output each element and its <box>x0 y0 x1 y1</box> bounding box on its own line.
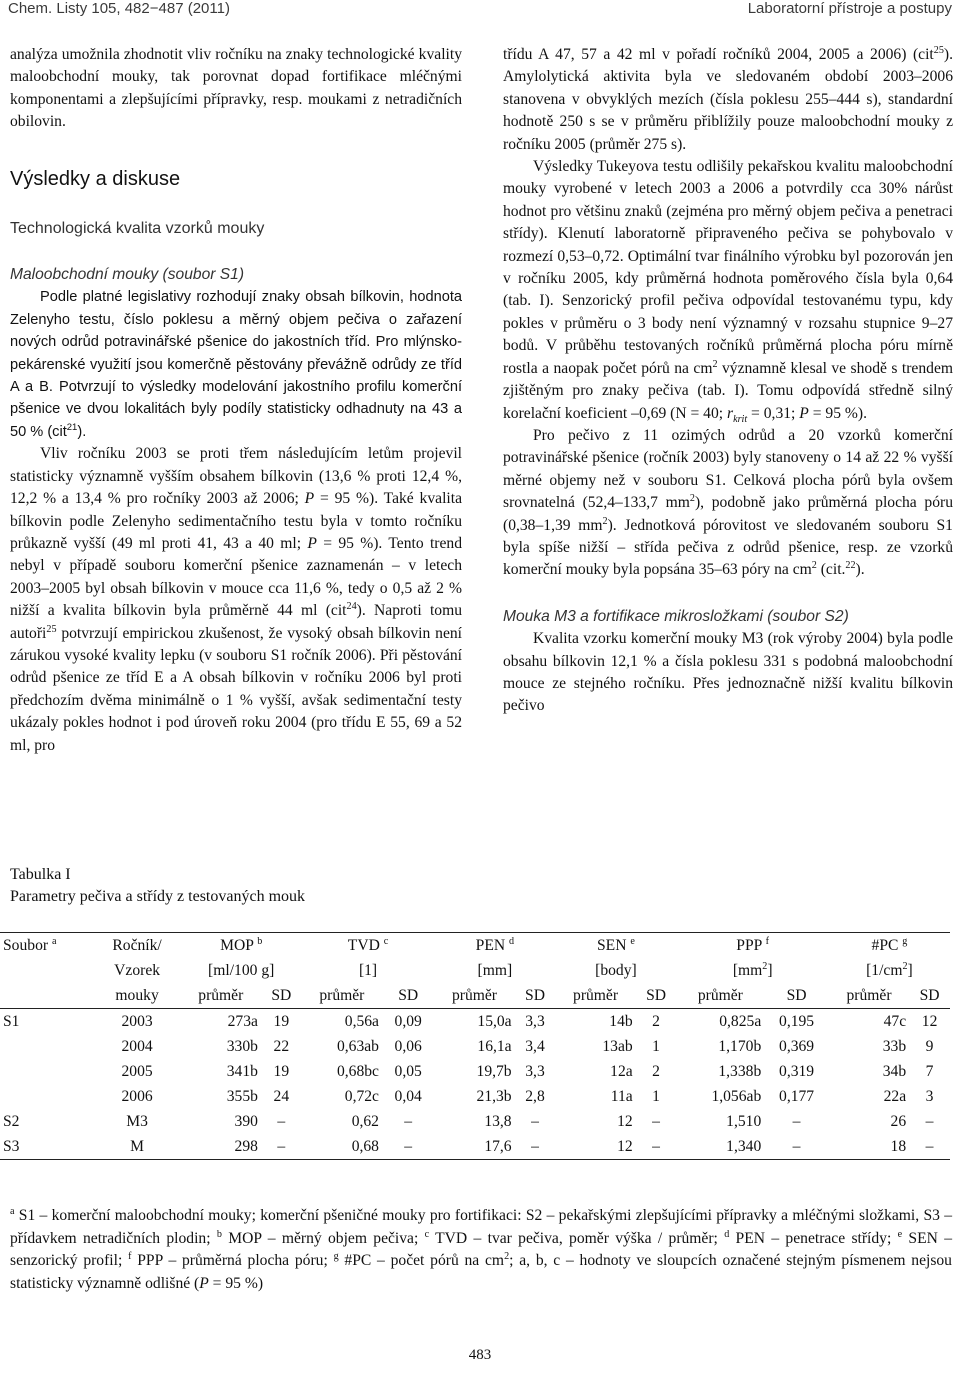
paragraph-year-effect: Vliv ročníku 2003 se proti třem následujícím letům projevil statisticky významně vyšším obsahem bílkovin (13,6 % proti 12,4 %, 12,2 % a 13,4 % pro ročníky 2003 až 2006; P = 95 %). Také kvalita bílkovin podle Zelenyho sedimentačního testu byla v tomto ročníku průkazně vyšší (49 ml proti 41, 43 a 40 ml; P = 95 %). Tento trend nebyl v případě souboru komerční pšenice zaznamenán – v letech 2003–2005 byl obsah bílkovin v mouce cca 11,6 %, tedy o 0,5 až 2 % nižší a kvalita bílkovin byla průměrně 44 ml (cit$^{24}$). Naproti tomu autoři$^{25}$ potvrzují empirickou zkušenost, že vysoký obsah bílkovin není zárukou vysoké kvality lepku (v souboru S1 ročník 2006). Při pěstování odrůd pšenice ze tříd E a A obsah bílkovin v ročníku 2006 byl proti předchozím dvěma minimálně o 1 % vyšší, avšak sedimentační testy ukázaly pokles hodnot i pod úroveň roku 2004 (pro třídu E 55, 69 a 52 ml, pro <box>10 445 463 754</box>
cell-value: 1,340 <box>676 1134 764 1160</box>
cell-value: 26 <box>890 1113 907 1130</box>
cell-value: – <box>382 1134 434 1160</box>
col-rocnik: Ročník/ <box>94 933 181 959</box>
cell-value: 273a <box>227 1013 258 1030</box>
cell-value: 47c <box>883 1013 907 1030</box>
cell-rocnik: 2006 <box>121 1088 153 1105</box>
cell-rocnik: 2005 <box>121 1063 153 1080</box>
cell-soubor: S2 <box>3 1113 20 1130</box>
right-column <box>503 44 953 718</box>
cell-value: 19 <box>273 1063 290 1080</box>
cell-value: 0,04 <box>394 1088 422 1105</box>
cell-value: 0,369 <box>779 1038 815 1055</box>
table-header-row <box>0 933 950 959</box>
table-row <box>0 1034 950 1059</box>
table-number: Tabulka I <box>10 866 71 883</box>
cell-value: 11a <box>610 1088 633 1105</box>
cell-value: 355b <box>226 1088 258 1105</box>
cell-rocnik: M3 <box>126 1113 148 1130</box>
col-tvd: TVD $^c$ <box>302 933 435 959</box>
cell-value: 21,3b <box>476 1088 512 1105</box>
cell-value: 0,825a <box>719 1013 762 1030</box>
table-row <box>0 1009 950 1035</box>
cell-value: – <box>261 1134 302 1160</box>
cell-value: 3,3 <box>525 1013 545 1030</box>
cell-value: 18 <box>829 1134 909 1160</box>
cell-value: 12 <box>617 1113 633 1130</box>
cell-value: 12 <box>921 1013 938 1030</box>
cell-value: 0,195 <box>779 1013 815 1030</box>
cell-value: – <box>652 1113 660 1130</box>
table-units-row: Vzorek [ml/100 g] [1] [mm] [body] $[mm^2]$ $[1/cm^2]$ <box>114 960 913 979</box>
col-pc: #PC $^g$ <box>829 933 950 959</box>
table-title: Parametry pečiva a střídy z testovaných mouk <box>10 888 306 905</box>
paragraph-legislation: Podle platné legislativy rozhodují znaky obsah bílkovin, hodnota Zelenyho testu, číslo poklesu a měrný objem pečiva o zařazení nových odrůd potravinářské pšenice do jakostních tříd. Pro mlýnsko-pekárenské využití jsou komerčně pěstovány převážně odrůdy ze tříd A a B. Potvrzují to výsledky modelování jakostního profilu komerční pšenice ve dvou lokalitách byly podíly statisticky odhadnuty na 43 a 50 % (cit$^{21}$). <box>10 289 462 440</box>
cell-value: – <box>515 1134 556 1160</box>
col-pen: PEN $^d$ <box>434 933 555 959</box>
cell-value: 1 <box>652 1088 660 1105</box>
cell-value: 16,1a <box>477 1038 512 1055</box>
intro-paragraph: analýza umožnila zhodnotit vliv ročníku na znaky technologické kvality maloobchodní mouky, tak porovnat dopad fortifikace mléčnými komponentami a zlepšujícími přípravky, resp. moukami z netradičních obilovin. <box>10 46 462 131</box>
cell-value: 33b <box>882 1038 907 1055</box>
table-row <box>0 1109 950 1134</box>
paragraph-m3: Kvalita vzorku komerční mouky M3 (rok výroby 2004) byla podle obsahu bílkovin 12,1 % a čísla poklesu 331 s podobná maloobchodní mouce ze stejného ročníku. Přes jednoznačně nižší kvalitu bílkovin pečivo <box>503 630 953 715</box>
cell-value: 0,72c <box>344 1088 379 1105</box>
cell-value: 0,56a <box>344 1013 379 1030</box>
cell-value: 17,6 <box>434 1134 514 1160</box>
cell-value: – <box>909 1134 950 1160</box>
section-title: Laboratorní přístroje a postupy <box>747 0 952 17</box>
cell-value: 1,510 <box>726 1113 762 1130</box>
heading-results: Výsledky a diskuse <box>10 167 181 190</box>
table-stats-row: mouky průměr SD průměr SD průměr SD průměr SD průměr SD průměr SD <box>0 983 950 1009</box>
cell-value: 12 <box>555 1134 635 1160</box>
cell-value: 2,8 <box>525 1088 545 1105</box>
cell-value: 330b <box>226 1038 258 1055</box>
cell-value: 15,0a <box>477 1013 512 1030</box>
table-footnote: $^a$ S1 – komerční maloobchodní mouky; komerční pšeničné mouky pro fortifikaci: S2 – pekařskými zlepšujícími přípravky a mléčnými složkami, S3 – přídavkem netradičních plodin; $^b$ MOP – měrný objem pečiva; $^c$ TVD – tvar pečiva, poměr výška / průměr; $^d$ PEN – penetrace střídy; $^e$ SEN – senzorický profil; $^f$ PPP – průměrná plocha póru; $^g$ #PC – počet pórů na $cm^2$; a, b, c – hodnoty ve sloupcích označené stejným písmenem nejsou statisticky významně odlišné (P = 95 %) <box>10 1205 952 1292</box>
cell-value: 7 <box>925 1063 934 1080</box>
cell-value: 341b <box>226 1063 258 1080</box>
cell-value: 2 <box>652 1063 660 1080</box>
cell-value: – <box>636 1134 677 1160</box>
table-row <box>0 1084 950 1109</box>
running-header <box>8 0 952 22</box>
cell-soubor <box>0 1034 94 1059</box>
cell-value: 0,09 <box>394 1013 422 1030</box>
cell-soubor <box>0 1084 94 1109</box>
cell-value: – <box>277 1113 286 1130</box>
cell-value: 1,338b <box>718 1063 762 1080</box>
cell-value: 14b <box>609 1013 633 1030</box>
cell-soubor <box>0 1059 94 1084</box>
cell-value: – <box>925 1113 934 1130</box>
cell-value: 22 <box>273 1038 290 1055</box>
cell-value: 1,056ab <box>711 1088 762 1105</box>
cell-value: 3,3 <box>525 1063 545 1080</box>
cell-value: 2 <box>652 1013 660 1030</box>
journal-citation: Chem. Listy 105, 482−487 (2011) <box>8 0 230 17</box>
table-row <box>0 1059 950 1084</box>
cell-rocnik: 2004 <box>121 1038 153 1055</box>
cell-value: – <box>764 1134 829 1160</box>
heading-m3-flour: Mouka M3 a fortifikace mikrosložkami (soubor S2) <box>503 607 849 625</box>
cell-value: – <box>404 1113 413 1130</box>
cell-value: 0,63ab <box>336 1038 379 1055</box>
cell-value: 0,319 <box>779 1063 815 1080</box>
cell-value: 19,7b <box>476 1063 512 1080</box>
cell-soubor: S1 <box>3 1013 20 1030</box>
cell-value: 34b <box>882 1063 907 1080</box>
heading-retail-flour: Maloobchodní mouky (soubor S1) <box>10 266 245 284</box>
cell-value: 298 <box>181 1134 261 1160</box>
cell-value: 3,4 <box>525 1038 545 1055</box>
left-column <box>10 44 462 757</box>
cell-value: 0,68bc <box>336 1063 379 1080</box>
page-number: 483 <box>468 1347 492 1363</box>
cell-soubor: S3 <box>0 1134 94 1160</box>
paragraph-tukey: Výsledky Tukeyova testu odlišily pekařskou kvalitu maloobchodní mouky vyrobené v letech 2003 a 2006 a potvrdily cca 30% nárůst hodnot pro většinu znaků (zejména pro měrný objem pečiva a penetraci střídy). Klenutí laboratorně připraveného pečiva se pohybovalo v rozmezí 0,53–0,72. Optimální tvar finálního výrobku byl pozorován jen v ročníku 2005, kdy průměrná hodnota poměrového čísla byla 0,64 (tab. I). Senzorický profil pečiva odpovídal testovanému typu, kdy pokles v průměru o 3 body není významný v rozsahu stupnice 9–27 bodů. V průběhu testovaných ročníků průměrná plocha póru mírně rostla a naopak počet pórů na $cm^2$ významně klesal ve shodě s trendem zjištěným pro znaky pečiva (tab. I). Tomu odpovídá středně silný korelační koeficient –0,69 (N = 40; $r_{krit} = 0,31$; P = 95 %). <box>503 158 953 425</box>
cell-value: 13ab <box>602 1038 633 1055</box>
paragraph-winter-varieties: Pro pečivo z 11 ozimých odrůd a 20 vzorků komerční potravinářské pšenice (ročník 2003) byly stanoveny o 14 až 22 % vyšší měrné objemy než v souboru S1. Celková plocha pórů byla ovšem srovnatelná (52,4–133,7 $mm^2$), podobně jako průměrná plocha póru (0,38–1,39 $mm^2$). Jednotková pórovitost ve sledovaném souboru S1 byla spíše nižší – střída pečiva z odrůd pšenice, resp. ze vzorků komerční mouky byla popsána 35–63 póry na $cm^2$ (cit.$^{22}$). <box>503 426 953 579</box>
cell-value: 13,8 <box>484 1113 512 1130</box>
cell-rocnik: M <box>94 1134 181 1160</box>
table-caption <box>10 864 305 908</box>
cell-value: 19 <box>273 1013 290 1030</box>
cell-value: – <box>531 1113 539 1130</box>
col-ppp: PPP $^f$ <box>676 933 828 959</box>
results-table <box>0 932 950 1160</box>
cell-rocnik: 2003 <box>121 1013 153 1030</box>
cell-value: 0,06 <box>394 1038 422 1055</box>
heading-technological-quality: Technologická kvalita vzorků mouky <box>10 219 265 237</box>
cell-value: 12a <box>610 1063 633 1080</box>
paragraph-class-a: třídu A 47, 57 a 42 ml v pořadí ročníků 2004, 2005 a 2006) (cit$^{25}$). Amylolytická aktivita byla ve sledovaném období 2003–2006 stanovena v obvyklých mezích (čísla poklesu 255–444 s), standardní hodnotě 250 s se v průměru přiblížily pouze maloobchodní mouky z ročníku 2005 (průměr 275 s). <box>503 44 953 153</box>
cell-value: 24 <box>273 1088 290 1105</box>
cell-value: 0,177 <box>779 1088 815 1105</box>
cell-value: – <box>792 1113 801 1130</box>
cell-value: 1,170b <box>718 1038 762 1055</box>
col-soubor: Soubor $^a$ <box>0 933 94 959</box>
cell-value: 0,68 <box>302 1134 382 1160</box>
cell-value: 390 <box>234 1113 258 1130</box>
cell-value: 3 <box>925 1088 934 1105</box>
cell-value: 1 <box>652 1038 660 1055</box>
col-sen: SEN $^e$ <box>555 933 676 959</box>
table-row <box>0 1134 950 1160</box>
cell-value: 22a <box>883 1088 907 1105</box>
col-mop: MOP $^b$ <box>181 933 302 959</box>
cell-value: 0,62 <box>351 1113 379 1130</box>
cell-value: 9 <box>925 1038 934 1055</box>
cell-value: 0,05 <box>394 1063 422 1080</box>
